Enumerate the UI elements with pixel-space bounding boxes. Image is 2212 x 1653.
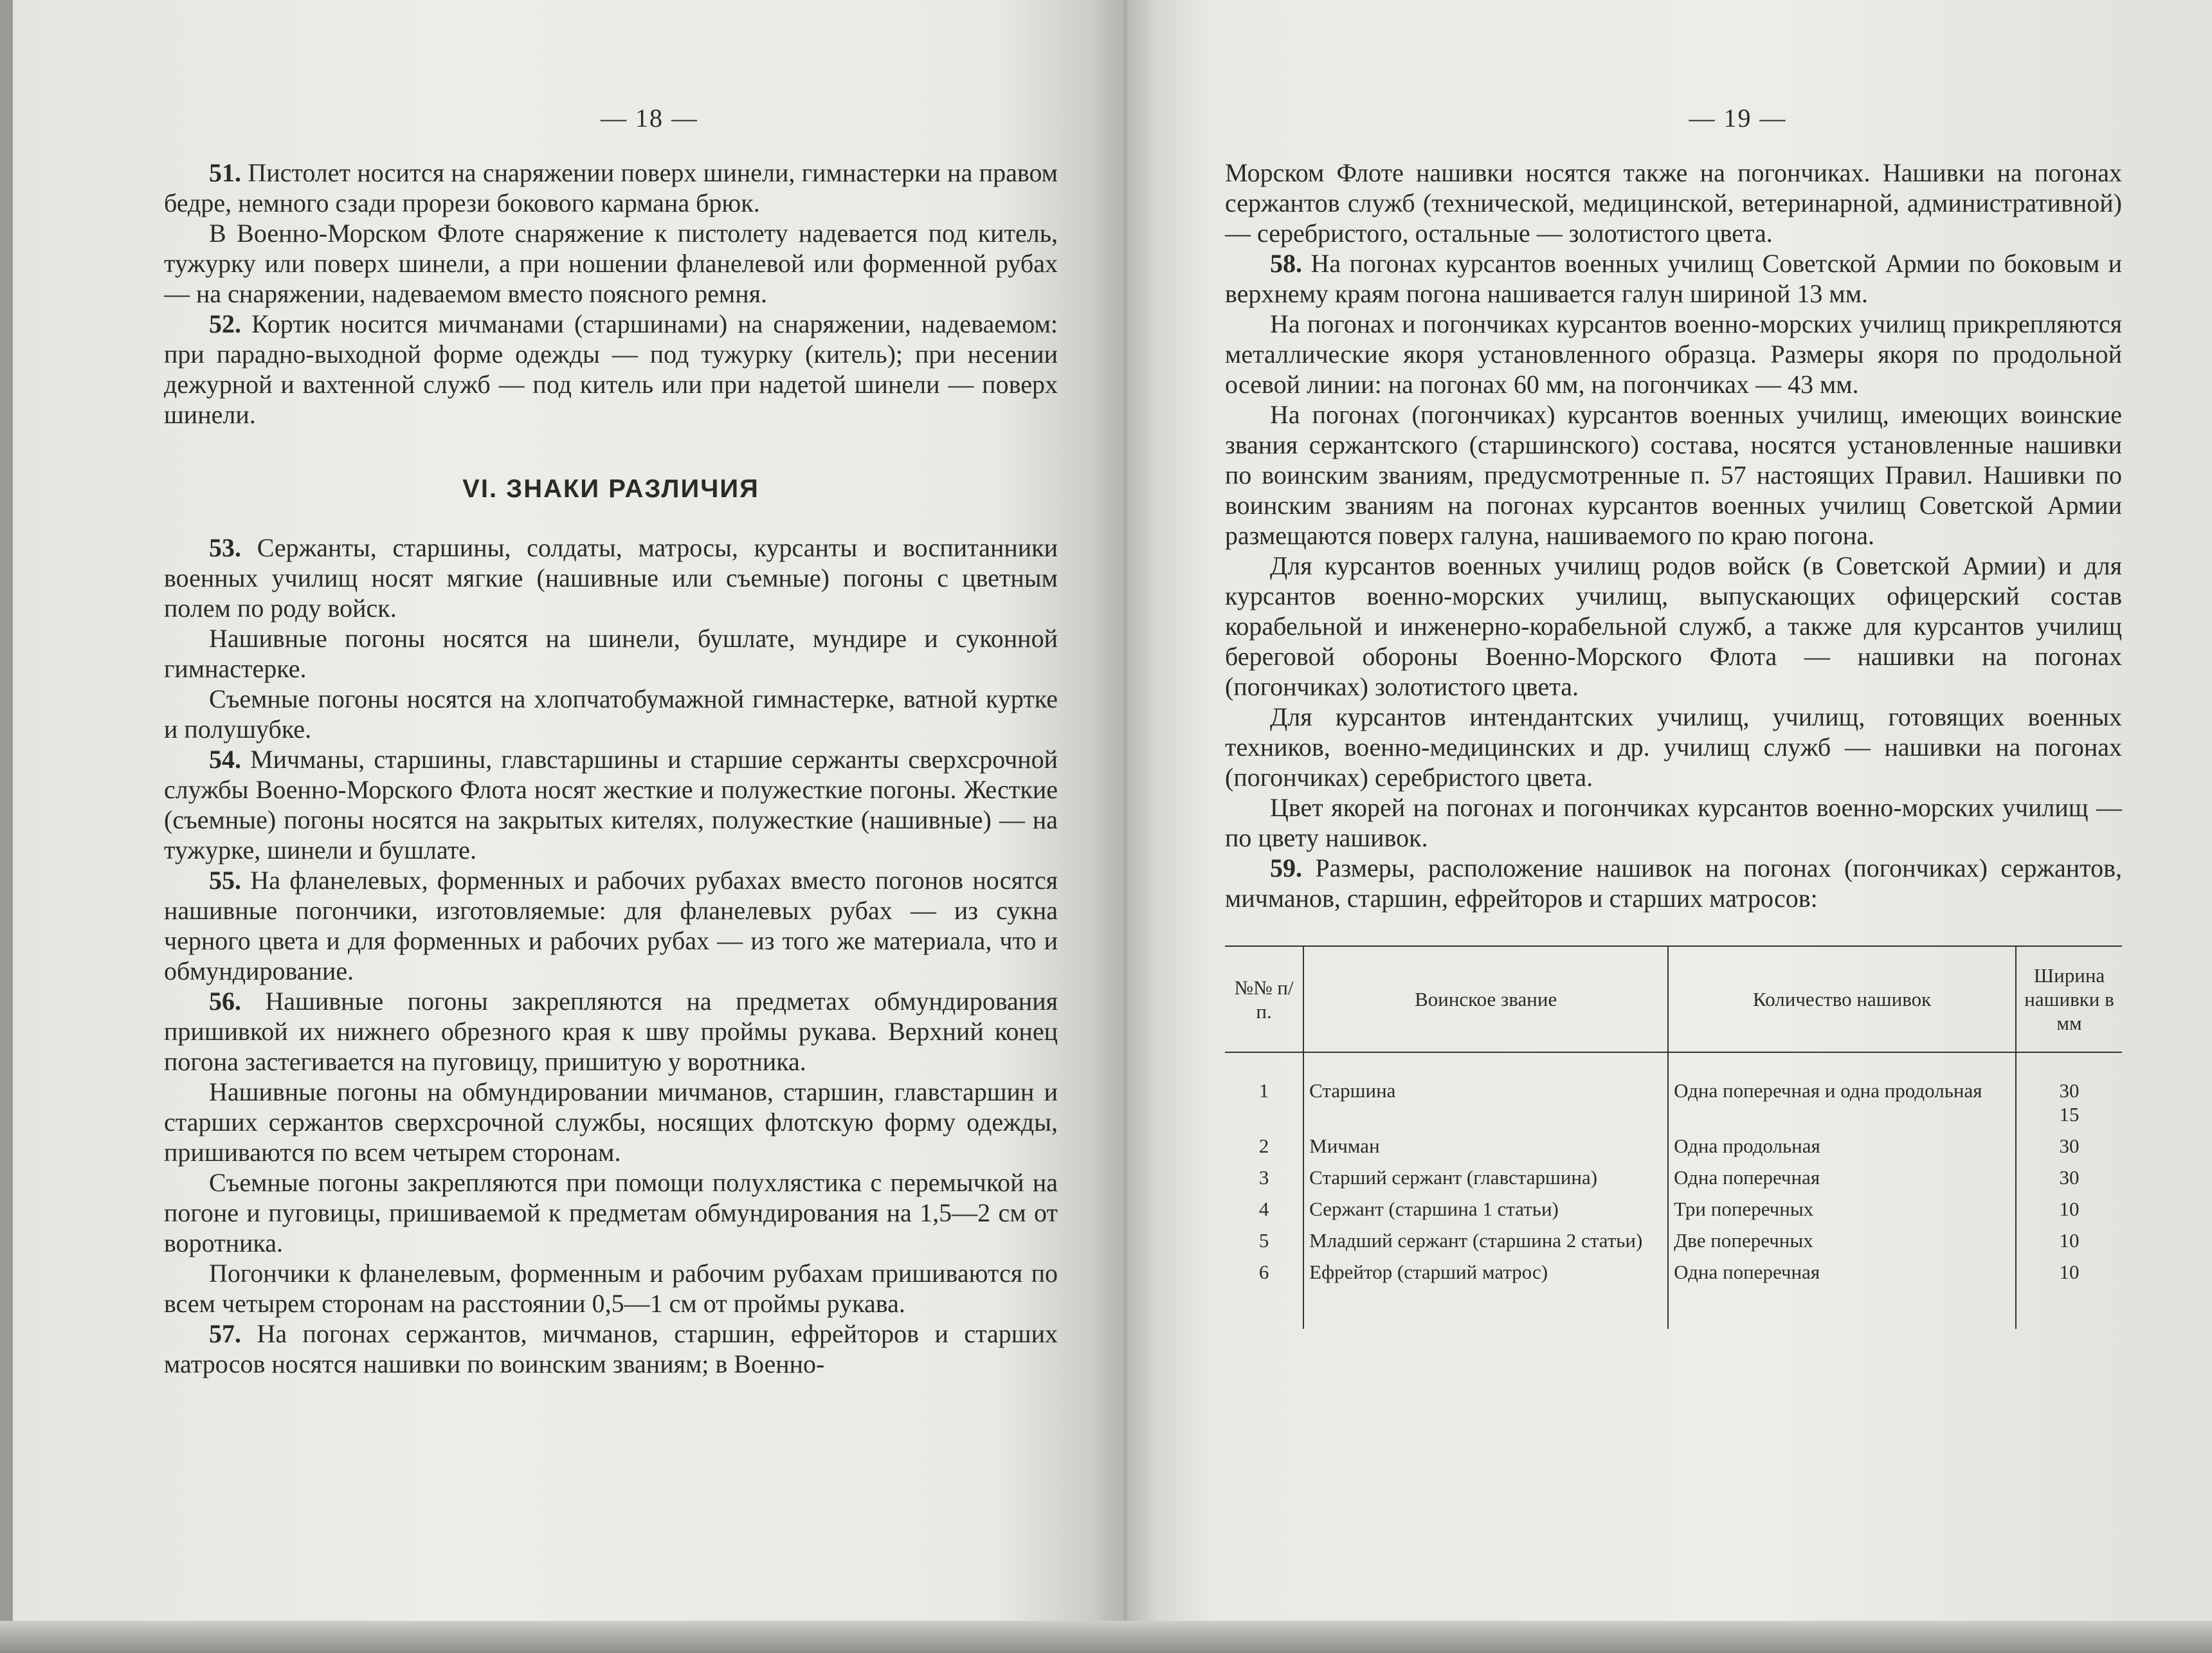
paragraph-number: 59. [1270,854,1302,882]
paragraph [164,865,1058,986]
header-count: Количество нашивок [1668,946,2016,1052]
table-row [1225,1162,2122,1193]
paragraph-number: 52. [209,309,241,338]
paragraph [1225,551,2122,702]
paragraph [164,1258,1058,1319]
cell-num: 4 [1258,1198,1269,1220]
page-number-right: — 19 — [1689,104,1787,132]
paragraph-number: 54. [209,745,241,774]
header-rank: Воинское звание [1303,946,1668,1052]
paragraph-text: Нашивные погоны закрепляются на предметах обмундирования пришивкой их нижнего обрезного края к шву проймы рукава. Верхний конец погона застегивается на пуговицу, пришитую у воротника. [164,987,1058,1076]
table-row [1225,1052,2122,1130]
paragraph [164,744,1058,865]
paragraph [164,218,1058,309]
table-header-row [1225,946,2122,1052]
cell-rank: Младший сержант (старшина 2 статьи) [1303,1225,1668,1256]
table-body [1225,1052,2122,1329]
width-value: 10 [2059,1198,2080,1220]
ranks-table [1225,945,2122,1329]
cell-num: 5 [1258,1229,1269,1252]
paragraph [164,623,1058,684]
header-width: Ширина нашивки в мм [2016,946,2122,1052]
paragraph-number: 58. [1270,249,1302,278]
paragraph-text: Мичманы, старшины, главстаршины и старшие сержанты сверхсрочной службы Военно-Морского Флота носят жесткие и полужесткие погоны. Жесткие (съемные) погоны носятся на закрытых кителях, полужесткие (нашивные) — на тужурке, шинели и бушлате. [164,745,1058,864]
cell-rank: Ефрейтор (старший матрос) [1303,1256,1668,1329]
cell-rank: Старший сержант (главстаршина) [1303,1162,1668,1193]
width-value: 30 [2059,1166,2080,1189]
paragraph-number: 51. [209,158,241,187]
paragraph-text: На фланелевых, форменных и рабочих рубахах вместо погонов носятся нашивные погончики, изготовляемые: для фланелевых рубах — из сукна черного цвета и для форменных и рабочих рубах — из того же материала, что и обмундирование. [164,866,1058,985]
right-paragraphs [1225,158,2122,913]
paragraph [1225,702,2122,792]
paragraph-text: Пистолет носится на снаряжении поверх шинели, гимнастерки на правом бедре, немного сзади прорези бокового кармана брюк. [164,158,1058,217]
cell-count: Три поперечных [1668,1193,2016,1225]
cell-width [2016,1256,2122,1329]
paragraph [164,1167,1058,1258]
paragraph-number: 57. [209,1319,241,1348]
width-value: 10 [2059,1229,2080,1252]
paragraph-text: Для курсантов военных училищ родов войск (в Советской Армии) и для курсантов военно-морских училищ, выпускающих офицерский состав корабельной и инженерно-корабельной служб, а также для курсантов училищ береговой обороны Военно-Морского Флота — нашивки на погонах (погончиках) золотистого цвета. [1225,551,2122,701]
cell-count: Две поперечных [1668,1225,2016,1256]
width-value: 15 [2059,1103,2080,1126]
paragraph [164,986,1058,1077]
cell-num: 2 [1258,1135,1269,1157]
page-number-left: — 18 — [601,104,698,132]
book-edge-bottom [0,1621,2212,1653]
width-value: 30 [2059,1079,2080,1102]
width-value: 30 [2059,1135,2080,1157]
paragraph-text: В Военно-Морском Флоте снаряжение к пистолету надевается под китель, тужурку или поверх шинели, а при ношении фланелевой или форменной рубах — на снаряжении, надеваемом вместо поясного ремня. [164,219,1058,308]
cell-width [2016,1130,2122,1162]
paragraph-text: На погонах и погончиках курсантов военно-морских училищ прикрепляются металлические якоря установленного образца. Размеры якоря по продольной осевой линии: на погонах 60 мм, на погончиках — 43 мм. [1225,309,2122,399]
paragraph [1225,792,2122,853]
width-value: 10 [2059,1261,2080,1283]
cell-num: 3 [1258,1166,1269,1189]
paragraph-text: Сержанты, старшины, солдаты, матросы, курсанты и воспитанники военных училищ носят мягкие (нашивные или съемные) погоны с цветным полем по роду войск. [164,533,1058,623]
paragraph-text: Нашивные погоны носятся на шинели, бушлате, мундире и суконной гимнастерке. [164,624,1058,683]
paragraph-number: 55. [209,866,241,895]
left-paragraphs [164,158,1058,430]
cell-num: 1 [1258,1079,1269,1102]
paragraph-text: Съемные погоны носятся на хлопчатобумажной гимнастерке, ватной куртке и полушубке. [164,684,1058,744]
cell-rank: Старшина [1303,1052,1668,1130]
paragraph-text: Нашивные погоны на обмундировании мичманов, старшин, главстаршин и старших сержантов сверхсрочной службы, носящих флотскую форму одежды, пришиваются по всем четырем сторонам. [164,1077,1058,1167]
paragraph-text: Цвет якорей на погонах и погончиках курсантов военно-морских училищ — по цвету нашивок. [1225,793,2122,852]
paragraph-text: Для курсантов интендантских училищ, училищ, готовящих военных техников, военно-медицинских и др. училищ служб — нашивки на погонах (погончиках) серебристого цвета. [1225,702,2122,792]
paragraph [1225,399,2122,551]
table-row [1225,1130,2122,1162]
table-row [1225,1193,2122,1225]
cell-width [2016,1193,2122,1225]
paragraph [164,1077,1058,1167]
cell-width [2016,1225,2122,1256]
header-num: №№ п/п. [1225,946,1303,1052]
paragraph [1225,158,2122,248]
cell-count: Одна поперечная и одна продольная [1668,1052,2016,1130]
paragraph-text: На погонах курсантов военных училищ Советской Армии по боковым и верхнему краям погона нашивается галун шириной 13 мм. [1225,249,2122,308]
paragraph-text: На погонах (погончиках) курсантов военных училищ, имеющих воинские звания сержантского (старшинского) состава, носятся установленные нашивки по воинским званиям, предусмотренные п. 57 настоящих Правил. Нашивки по воинским званиям на погонах курсантов военных училищ Советской Армии размещаются поверх галуна, нашиваемого по краю погона. [1225,400,2122,550]
book-edge-left [0,0,13,1653]
cell-count: Одна поперечная [1668,1162,2016,1193]
paragraph-number: 56. [209,987,241,1016]
cell-count: Одна поперечная [1668,1256,2016,1329]
right-page [1225,103,2122,1329]
paragraph-text: Съемные погоны закрепляются при помощи полухлястика с перемычкой на погоне и пуговицы, пришиваемой к предметам обмундирования на 1,5—2 см от воротника. [164,1168,1058,1257]
left-page [164,103,1058,1379]
cell-width [2016,1052,2122,1130]
cell-num: 6 [1258,1261,1269,1283]
paragraph [1225,853,2122,913]
section-title: VI. ЗНАКИ РАЗЛИЧИЯ [462,475,759,503]
table-row [1225,1225,2122,1256]
paragraph [164,533,1058,623]
paragraph-text: На погонах сержантов, мичманов, старшин, ефрейторов и старших матросов носятся нашивки по воинским званиям; в Военно- [164,1319,1058,1378]
paragraph [164,1319,1058,1379]
paragraph-number: 53. [209,533,241,562]
paragraph [164,158,1058,218]
cell-rank: Сержант (старшина 1 статьи) [1303,1193,1668,1225]
table-row [1225,1256,2122,1329]
cell-rank: Мичман [1303,1130,1668,1162]
paragraph [164,684,1058,744]
paragraph-text: Размеры, расположение нашивок на погонах (погончиках) сержантов, мичманов, старшин, ефрейторов и старших матросов: [1225,854,2123,913]
book-gutter [1093,0,1157,1653]
cell-count: Одна продольная [1668,1130,2016,1162]
paragraph-text: Морском Флоте нашивки носятся также на погончиках. Нашивки на погонах сержантов служб (технической, медицинской, ветеринарной, административной) — серебристого, остальные — золотистого цвета. [1225,158,2122,248]
paragraph-text: Кортик носится мичманами (старшинами) на снаряжении, надеваемом: при парадно-выходной форме одежды — под тужурку (китель); при несении дежурной и вахтенной служб — под китель или при надетой шинели — поверх шинели. [164,309,1058,429]
paragraph-text: Погончики к фланелевым, форменным и рабочим рубахам пришиваются по всем четырем сторонам на расстоянии 0,5—1 см от проймы рукава. [164,1259,1058,1318]
paragraph [1225,309,2122,399]
cell-width [2016,1162,2122,1193]
paragraph [1225,248,2122,309]
paragraph [164,309,1058,430]
left-paragraphs-section [164,533,1058,1379]
